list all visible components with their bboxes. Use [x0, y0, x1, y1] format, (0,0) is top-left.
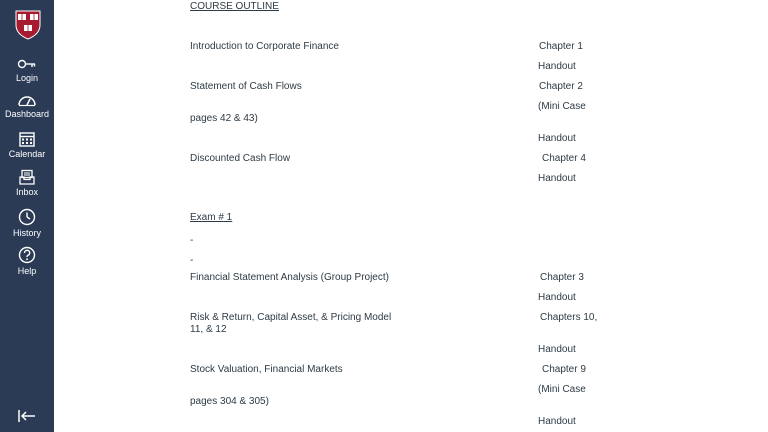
- course-outline-content: [54, 0, 768, 432]
- nav-dashboard-label: Dashboard: [4, 109, 50, 119]
- nav-help-label: Help: [17, 266, 37, 276]
- outline-ref: Handout: [538, 344, 576, 355]
- inbox-icon: [18, 169, 36, 185]
- nav-dashboard[interactable]: [0, 93, 54, 119]
- outline-ref: Handout: [538, 61, 576, 72]
- dashboard-icon: [17, 93, 37, 107]
- outline-ref: Handout: [538, 292, 576, 303]
- outline-ref: Chapter 2: [539, 81, 583, 92]
- outline-topic: Risk & Return, Capital Asset, & Pricing Model: [190, 312, 392, 323]
- outline-ref: (Mini Case: [538, 101, 586, 112]
- key-icon: [17, 57, 37, 71]
- exam-heading: Exam # 1: [190, 212, 233, 223]
- nav-help[interactable]: [0, 246, 54, 276]
- outline-topic: Introduction to Corporate Finance: [190, 41, 339, 52]
- nav-login[interactable]: [0, 57, 54, 83]
- outline-dash: -: [190, 235, 194, 246]
- outline-ref: Chapter 1: [539, 41, 583, 52]
- help-icon: [18, 246, 36, 264]
- outline-dash: -: [190, 255, 194, 266]
- nav-inbox[interactable]: [0, 169, 54, 197]
- nav-history[interactable]: [0, 208, 54, 238]
- outline-ref: (Mini Case: [538, 384, 586, 395]
- nav-inbox-label: Inbox: [15, 187, 39, 197]
- clock-icon: [18, 208, 36, 226]
- outline-ref: Handout: [538, 133, 576, 144]
- nav-login-label: Login: [15, 73, 39, 83]
- nav-calendar-label: Calendar: [8, 149, 46, 159]
- outline-ref: Chapter 4: [542, 153, 586, 164]
- outline-topic: pages 304 & 305): [190, 396, 269, 407]
- harvard-shield-logo[interactable]: [15, 10, 41, 40]
- course-outline-heading: COURSE OUTLINE: [190, 1, 279, 12]
- outline-ref: Chapter 9: [542, 364, 586, 375]
- nav-calendar[interactable]: [0, 131, 54, 159]
- collapse-icon[interactable]: [17, 408, 37, 424]
- outline-topic: Statement of Cash Flows: [190, 81, 302, 92]
- outline-ref: Chapters 10,: [540, 312, 598, 323]
- outline-ref: Chapter 3: [540, 272, 584, 283]
- outline-ref: Handout: [538, 416, 576, 427]
- outline-ref: Handout: [538, 173, 576, 184]
- outline-topic: 11, & 12: [190, 324, 227, 335]
- nav-history-label: History: [12, 228, 41, 238]
- outline-topic: pages 42 & 43): [190, 113, 258, 124]
- outline-topic: Financial Statement Analysis (Group Project): [190, 272, 389, 283]
- outline-topic: Stock Valuation, Financial Markets: [190, 364, 343, 375]
- calendar-icon: [18, 131, 36, 147]
- global-navigation-sidebar: [0, 0, 54, 432]
- outline-topic: Discounted Cash Flow: [190, 153, 291, 164]
